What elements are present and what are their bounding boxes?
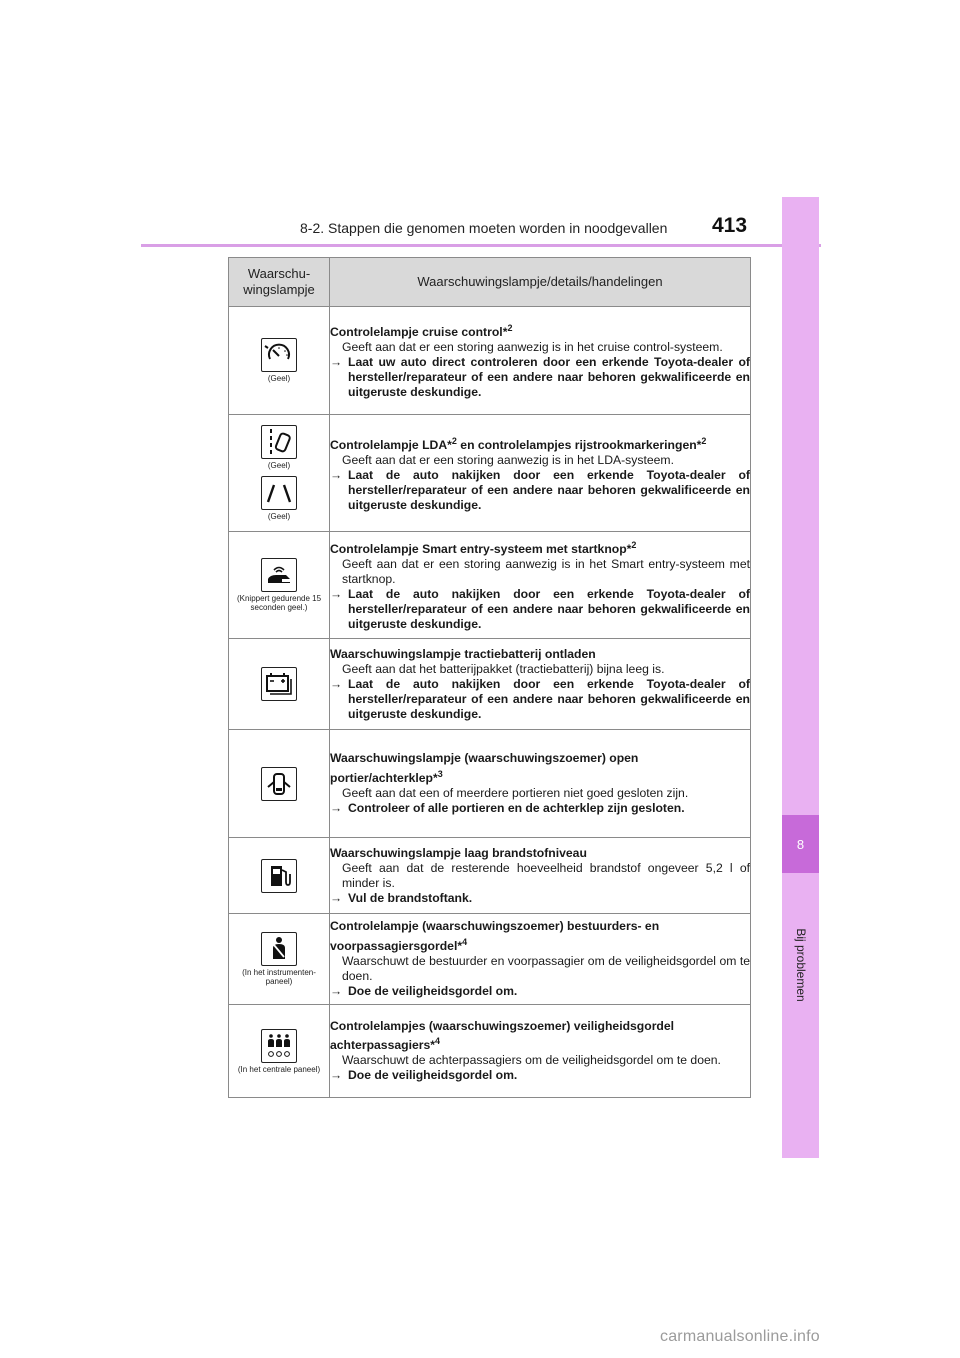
row-action	[330, 984, 750, 999]
row-action-text: Doe de veiligheidsgordel om.	[348, 983, 518, 998]
table-header-row	[229, 258, 751, 307]
row-title-text: Controlelampjes (waarschuwingszoemer) veiligheidsgordel achterpassagiers*	[330, 1018, 675, 1053]
row-title-text: Controlelampje Smart entry-systeem met startknop*	[330, 542, 632, 557]
icon-cell	[229, 730, 330, 838]
icon-cell	[229, 914, 330, 1005]
row-action	[330, 677, 750, 722]
row-description: Geeft aan dat een of meerdere portieren niet goed gesloten zijn.	[342, 785, 689, 800]
header-details: Waarschuwingslampje/details/handelingen	[330, 258, 751, 307]
icon-cell	[229, 532, 330, 639]
row-title-text: en controlelampjes rijstrookmarkeringen*	[456, 437, 702, 452]
arrow-icon: →	[330, 800, 343, 815]
row-action	[330, 587, 750, 632]
row-action	[330, 891, 750, 906]
fuel-pump-icon	[261, 859, 297, 893]
chapter-label	[792, 905, 810, 1025]
row-description: Geeft aan dat de resterende hoeveelheid brandstof ongeveer 5,2 l of minder is.	[342, 860, 750, 890]
icon-color-note: (Geel)	[267, 512, 291, 521]
smart-entry-key-icon	[261, 558, 297, 592]
row-title: Waarschuwingslampje tractiebatterij ontladen	[330, 646, 596, 661]
row-description: Geeft aan dat er een storing aanwezig is in het cruise control-systeem.	[342, 340, 723, 355]
icon-cell	[229, 307, 330, 415]
row-title-text: Waarschuwingslampje (waarschuwingszoemer) open portier/achterklep*	[330, 751, 639, 785]
description-cell	[330, 532, 751, 639]
row-action	[330, 801, 750, 816]
table-row	[229, 730, 751, 838]
arrow-icon: →	[330, 983, 343, 998]
footnote-ref: 3	[437, 768, 443, 779]
arrow-icon: →	[330, 355, 343, 370]
table-row	[229, 532, 751, 639]
arrow-icon: →	[330, 890, 343, 905]
arrow-icon: →	[330, 676, 343, 691]
row-description: Waarschuwt de achterpassagiers om de veiligheidsgordel om te doen.	[342, 1053, 721, 1068]
row-title-text: Controlelampje (waarschuwingszoemer) bestuurders- en voorpassagiersgordel*	[330, 919, 660, 953]
row-action-text: Controleer of alle portieren en de achterklep zijn gesloten.	[348, 800, 685, 815]
row-description: Geeft aan dat er een storing aanwezig is in het LDA-systeem.	[342, 452, 674, 467]
arrow-icon: →	[330, 587, 343, 602]
footnote-ref: 4	[435, 1035, 441, 1046]
footnote-ref: 2	[451, 435, 457, 446]
seatbelt-front-icon	[261, 932, 297, 966]
icon-color-note: (Knippert gedurende 15 seconden geel.)	[236, 594, 322, 612]
row-title	[330, 539, 637, 557]
row-title-text: Controlelampje LDA*	[330, 437, 452, 452]
row-action	[330, 1068, 750, 1083]
lda-warning-icon	[261, 425, 297, 459]
cruise-control-warning-icon	[261, 338, 297, 372]
table-row	[229, 415, 751, 532]
table-row	[229, 914, 751, 1005]
row-action-text: Doe de veiligheidsgordel om.	[348, 1068, 518, 1083]
table-row	[229, 838, 751, 914]
row-action-text: Vul de brandstoftank.	[348, 890, 473, 905]
footnote-ref: 2	[701, 435, 707, 446]
row-description: Geeft aan dat er een storing aanwezig is in het Smart entry-systeem met startknop.	[342, 557, 750, 587]
description-cell	[330, 730, 751, 838]
row-action-text: Laat uw auto direct controleren door een erkende Toyota-dealer of hersteller/reparateur of een andere naar behoren gekwalificeerde en uitgeruste deskundige.	[348, 355, 750, 400]
row-title	[330, 435, 707, 452]
row-title	[330, 919, 659, 952]
row-action	[330, 355, 750, 400]
page-number: 413	[712, 214, 748, 237]
table-row	[229, 1005, 751, 1098]
watermark: carmanualsonline.info	[660, 1328, 820, 1345]
row-title	[330, 1019, 674, 1052]
row-title	[330, 322, 513, 340]
description-cell	[330, 639, 751, 730]
chapter-label-text: Bij problemen	[794, 928, 808, 1002]
traction-battery-icon	[261, 667, 297, 701]
description-cell	[330, 415, 751, 532]
description-cell	[330, 838, 751, 914]
open-door-icon	[261, 767, 297, 801]
chapter-number-box: 8	[782, 815, 819, 873]
footnote-ref: 2	[631, 539, 637, 550]
warning-lights-table	[228, 257, 751, 1098]
arrow-icon: →	[330, 1068, 343, 1083]
row-title: Waarschuwingslampje laag brandstofniveau	[330, 845, 587, 860]
icon-location-note: (In het instrumenten-paneel)	[242, 968, 316, 986]
row-title-text: Controlelampje cruise control*	[330, 325, 508, 340]
icon-color-note: (Geel)	[267, 374, 291, 383]
icon-cell	[229, 639, 330, 730]
icon-cell	[229, 838, 330, 914]
icon-location-note: (In het centrale paneel)	[237, 1064, 321, 1074]
icon-cell	[229, 1005, 330, 1098]
footnote-ref: 2	[507, 322, 513, 333]
icon-color-note: (Geel)	[267, 461, 291, 470]
seatbelt-rear-icon	[261, 1029, 297, 1063]
footnote-ref: 4	[462, 936, 468, 947]
row-action-text: Laat de auto nakijken door een erkende Toyota-dealer of hersteller/reparateur of een andere naar behoren gekwalificeerde en uitgeruste deskundige.	[348, 467, 750, 512]
row-action-text: Laat de auto nakijken door een erkende Toyota-dealer of hersteller/reparateur of een andere naar behoren gekwalificeerde en uitgeruste deskundige.	[348, 676, 750, 721]
row-action	[330, 468, 750, 513]
row-title	[330, 751, 638, 784]
description-cell	[330, 914, 751, 1005]
header-divider	[141, 244, 821, 247]
row-description: Geeft aan dat het batterijpakket (tractiebatterij) bijna leeg is.	[342, 661, 665, 676]
description-cell	[330, 1005, 751, 1098]
icon-cell	[229, 415, 330, 532]
table-row	[229, 639, 751, 730]
arrow-icon: →	[330, 467, 343, 482]
row-description: Waarschuwt de bestuurder en voorpassagier om de veiligheidsgordel om te doen.	[342, 953, 750, 983]
header-lamp: Waarschu- wingslampje	[229, 258, 330, 307]
table-row	[229, 307, 751, 415]
row-action-text: Laat de auto nakijken door een erkende Toyota-dealer of hersteller/reparateur of een andere naar behoren gekwalificeerde en uitgeruste deskundige.	[348, 587, 750, 632]
lane-marking-icon	[261, 476, 297, 510]
section-title: 8-2. Stappen die genomen moeten worden in noodgevallen	[300, 220, 668, 236]
description-cell	[330, 307, 751, 415]
